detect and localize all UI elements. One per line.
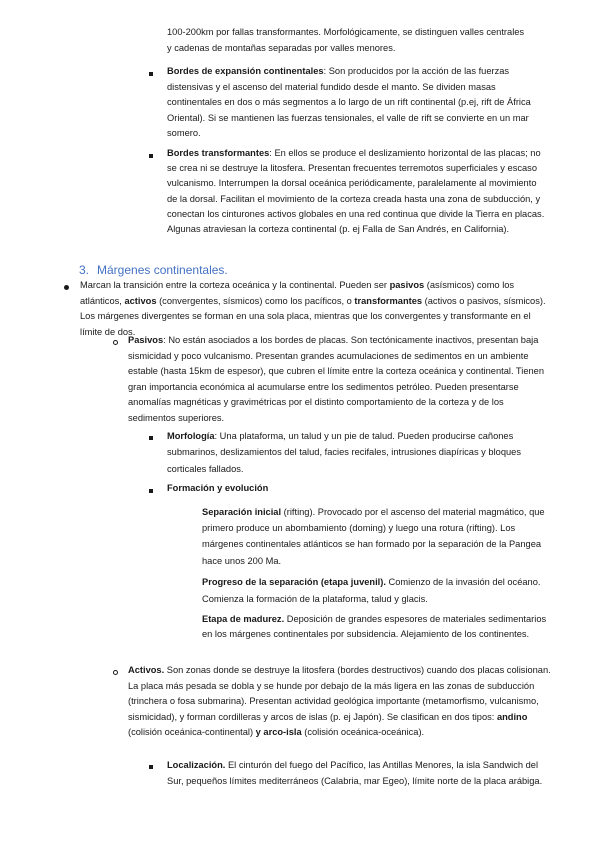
- intro-pasivos: pasivos: [389, 280, 425, 290]
- activos-arco-isla: y arco-isla: [255, 727, 302, 738]
- localizacion-label: Localización.: [167, 760, 226, 770]
- section-title: Márgenes continentales.: [97, 263, 228, 277]
- madurez-text: Deposición de grandes espesores de materiales sedimentarios en los márgenes continentales por subsidencia. Alejamiento de los continentes.: [202, 614, 547, 640]
- square-bullet-icon: [149, 489, 153, 493]
- section-heading: [79, 262, 228, 278]
- pasivos-label: Pasivos: [128, 335, 164, 345]
- intro-activos: activos: [124, 295, 157, 306]
- activos-label: Activos.: [128, 665, 165, 675]
- transform-borders-paragraph: [167, 146, 549, 237]
- square-bullet-icon: [149, 72, 153, 76]
- separacion-paren: (rifting).: [281, 507, 316, 517]
- progreso-text: Comienzo de la invasión del océano. Comienza la formación de la plataforma, talud y glacis.: [202, 577, 541, 604]
- transform-borders-text: : En ellos se produce el deslizamiento horizontal de las placas; no se crea ni se destruye la litosfera. Presentan frecuentes terremotos superficiales y escaso vulcanismo. Interrumpen la dorsal oceánica periódicamente, paralelamente al movimiento de la dorsal. Facilitan el movimiento de la corteza creada hasta una zona de subducción, y conectan los cinturones activos globales en una red continua que divide la Tierra en placas. Algunas atraviesan la corteza continental (p. ej Falla de San Andrés, en California).: [167, 148, 545, 235]
- activos-andino: andino: [496, 711, 528, 722]
- pasivos-text: : No están asociados a los bordes de placas. Son tectónicamente inactivos, presentan baja sismicidad y poco vulcanismo. Presentan grandes acumulaciones de sedimentos en un ambiente estable (hasta 15km de espesor), que cubren el límite entre la corteza oceánica y continental. Tienen gran importancia económica al acumularse entre los sedimentos petróleo. Pueden presentarse anomalías magnéticas y gravimétricas por el distinto comportamiento de la corteza y de los sedimentos superiores.: [128, 335, 545, 423]
- section-number: 3.: [79, 263, 90, 277]
- intro-paragraph: [80, 278, 550, 340]
- separacion-text: Provocado por el ascenso del material magmático, que primero produce un abombamiento (doming) y luego una rotura (rifting). Los márgenes continentales atlánticos se han formado por la separación de la Pangea hace unos 200 Ma.: [202, 507, 545, 566]
- madurez-label: Etapa de madurez.: [202, 614, 285, 624]
- intro-text-3: (convergentes, sísmicos) como los pacíficos, o: [156, 295, 355, 306]
- activos-text-3: (colisión oceánica-oceánica).: [301, 727, 425, 738]
- morfologia-label: Morfología: [167, 431, 215, 441]
- localizacion-paragraph: [167, 757, 553, 790]
- circle-bullet-icon: [113, 670, 118, 675]
- intro-text-1: Marcan la transición entre la corteza oceánica y la continental. Pueden ser: [80, 280, 390, 290]
- morfologia-paragraph: [167, 428, 549, 477]
- transform-borders-label: Bordes transformantes: [167, 148, 270, 158]
- morfologia-text: : Una plataforma, un talud y un pie de talud. Pueden producirse cañones submarinos, deslizamientos del talud, facies recifales, intrusiones diapíricas y bloques corticales fallados.: [167, 431, 521, 474]
- progreso-paragraph: [202, 574, 552, 608]
- separacion-label: Separación inicial: [202, 507, 282, 517]
- formacion-heading: [167, 481, 467, 497]
- intro-transformantes: transformantes: [354, 295, 423, 306]
- round-bullet-icon: [64, 285, 69, 290]
- progreso-label: Progreso de la separación (etapa juvenil).: [202, 577, 386, 587]
- square-bullet-icon: [149, 154, 153, 158]
- intro-text-4: (activos o pasivos, sísmicos). Los márgenes divergentes se forman en una sola placa, mientras que los convergentes y transformante en el límite de dos.: [80, 295, 546, 337]
- square-bullet-icon: [149, 765, 153, 769]
- expansion-borders-paragraph: [167, 64, 545, 142]
- continuation-paragraph: 100-200km por fallas transformantes. Morfológicamente, se distinguen valles centrales y cadenas de montañas separadas por valles menores.: [167, 27, 525, 53]
- activos-text-1: Son zonas donde se destruye la litosfera (bordes destructivos) cuando dos placas colisionan. La placa más pesada se dobla y se hunde por debajo de la más ligera en las zonas de subducción (trinchera o fosa submarina). Presentan actividad geológica importante (metamorfismo, vulcanismo, sismicidad), y forman cordilleras y arcos de islas (p. ej Japón). Se clasifican en dos tipos:: [128, 665, 551, 722]
- madurez-paragraph: [202, 612, 552, 643]
- localizacion-text: El cinturón del fuego del Pacífico, las Antillas Menores, la isla Sandwich del Sur, pequeños límites mediterráneos (Calabria, mar Egeo), límite norte de la placa arábiga.: [167, 760, 543, 787]
- square-bullet-icon: [149, 436, 153, 440]
- activos-text-2: (colisión oceánica-continental): [128, 727, 256, 738]
- formacion-label: Formación y evolución: [167, 483, 269, 493]
- expansion-borders-text: : Son producidos por la acción de las fuerzas distensivas y el ascenso del material fundido desde el manto. Se dividen masas continentales en dos o más segmentos a lo largo de un rift continental (p.ej, rift de África Oriental). Si se mantienen las fuerzas tensionales, el valle de rift se convierte en un mar somero.: [167, 66, 531, 139]
- separacion-paragraph: [202, 504, 552, 569]
- pasivos-paragraph: [128, 333, 552, 427]
- activos-paragraph: [128, 663, 552, 741]
- expansion-borders-label: Bordes de expansión continentales: [167, 66, 324, 76]
- intro-text-2: (asísmicos) como los atlánticos,: [80, 280, 515, 306]
- circle-bullet-icon: [113, 340, 118, 345]
